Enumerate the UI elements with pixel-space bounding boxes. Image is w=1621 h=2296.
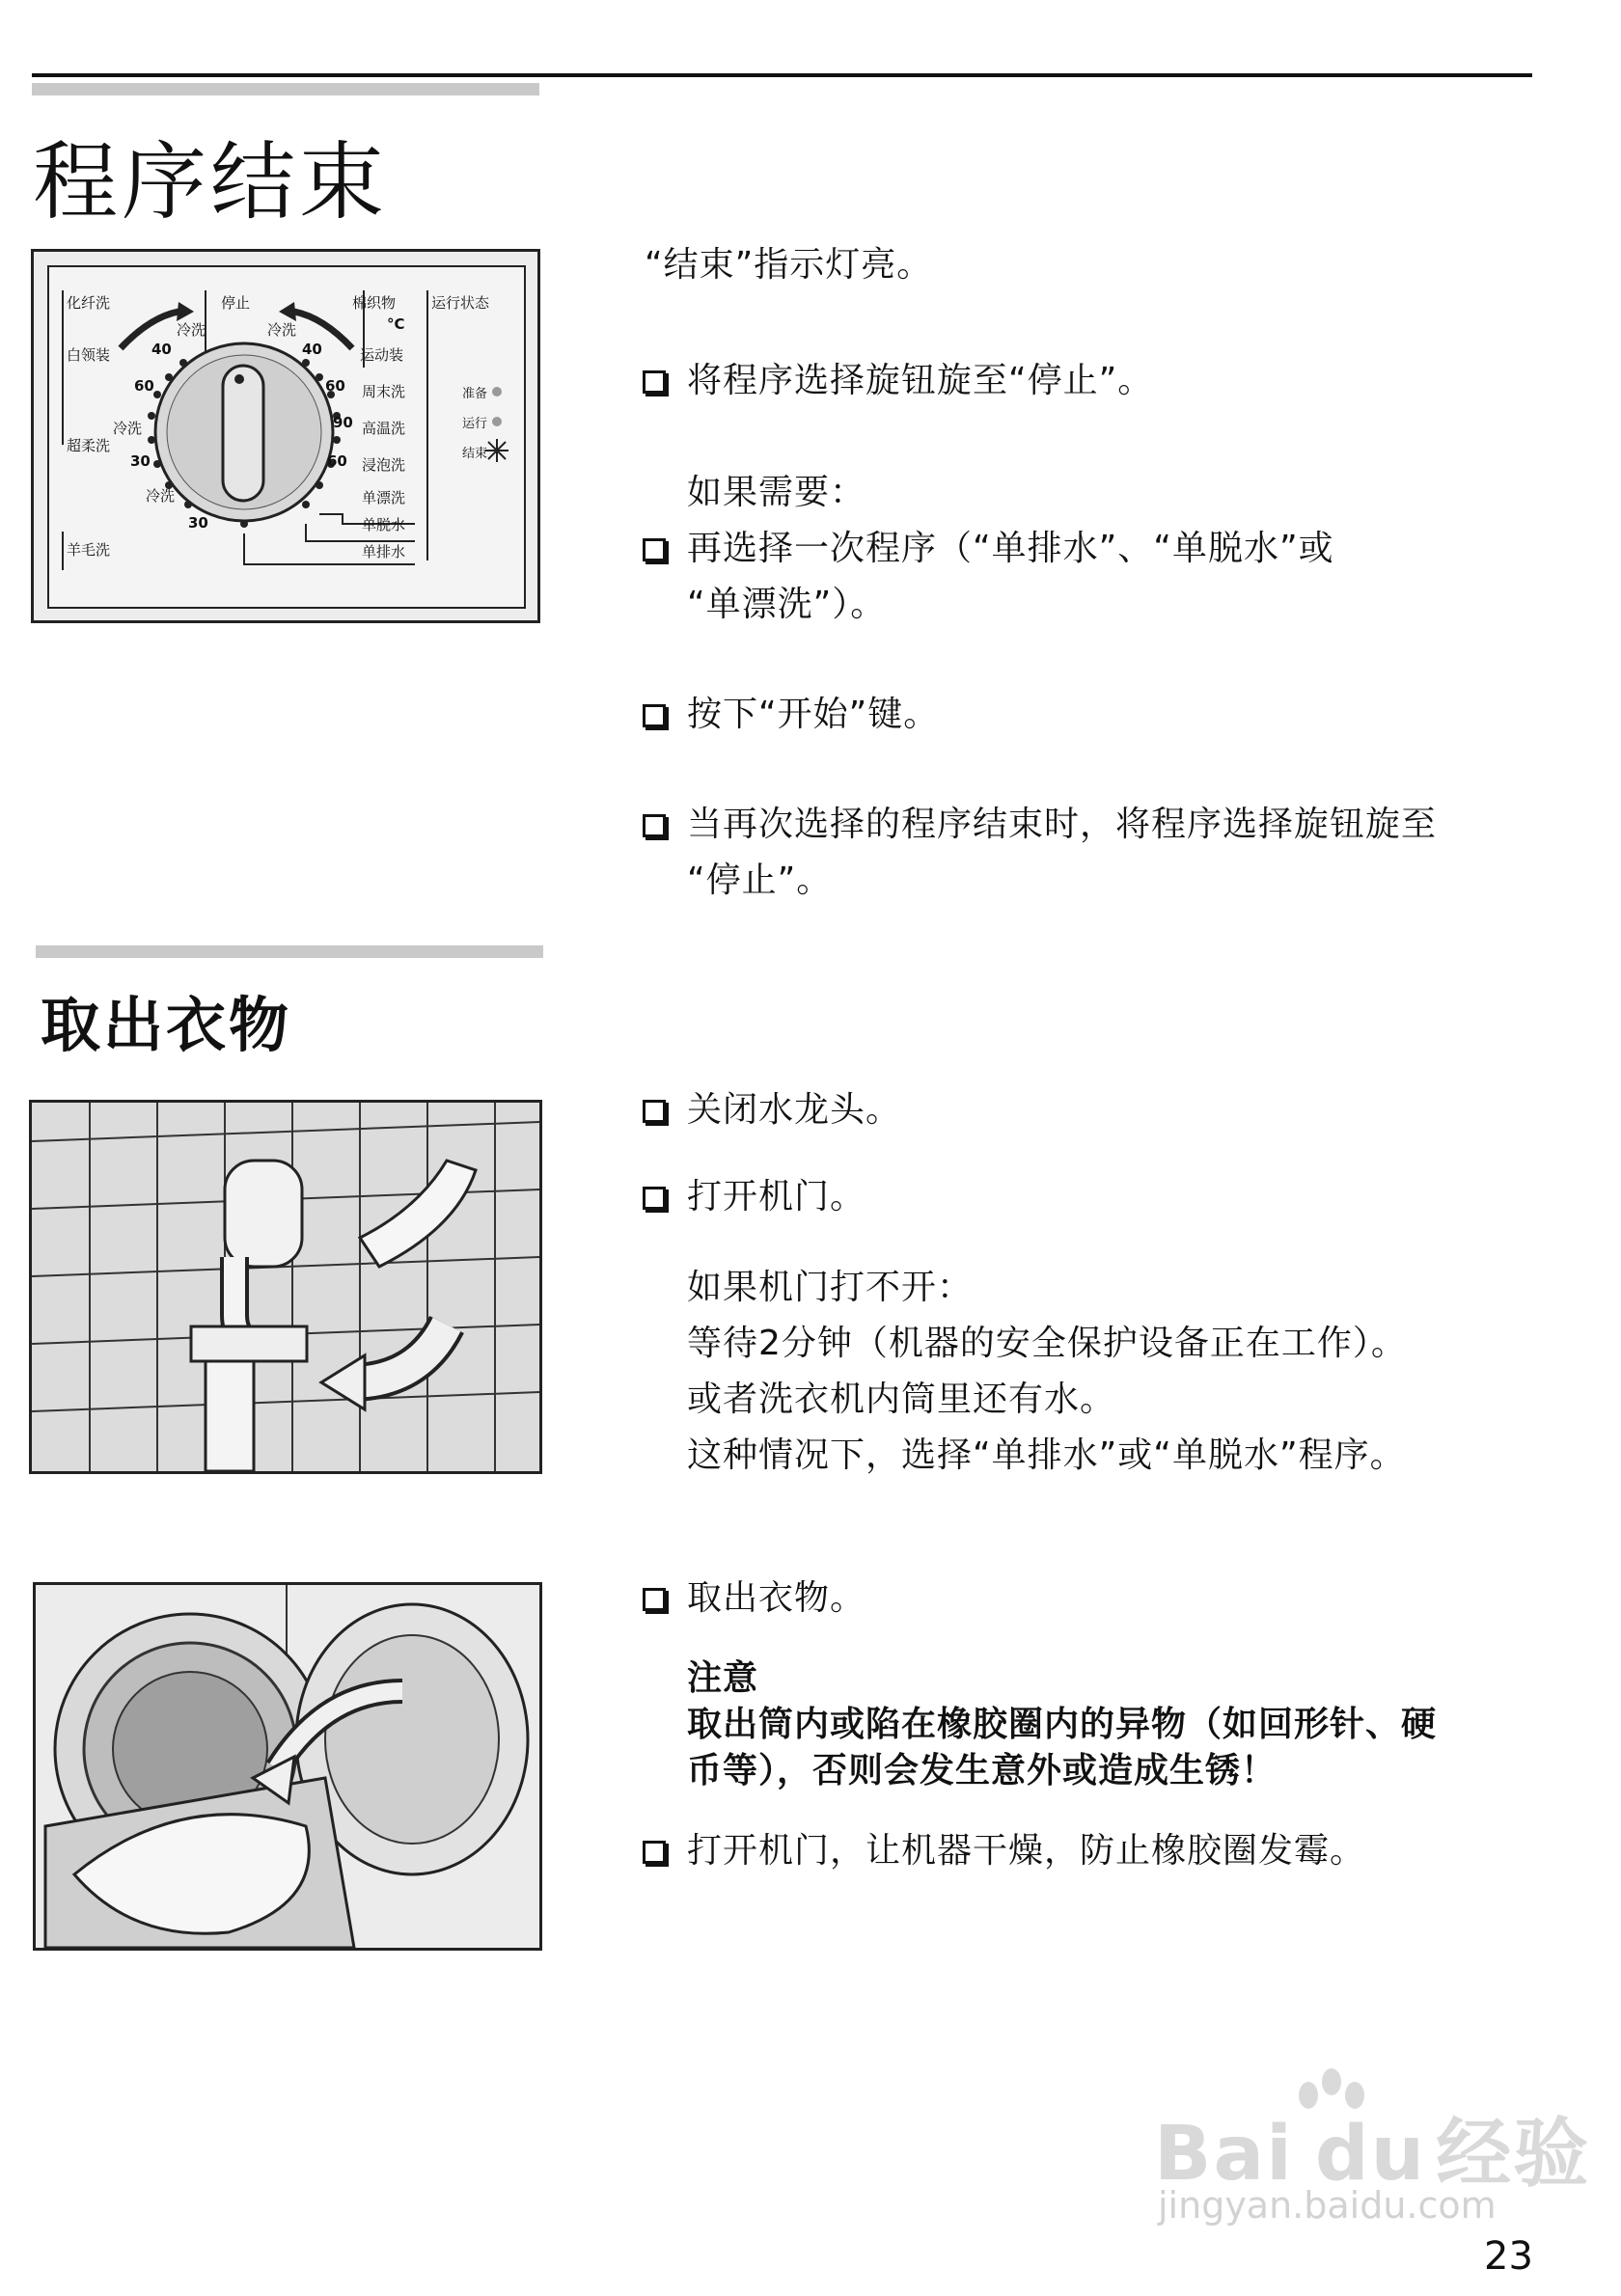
panel-temp: 60 [134,377,154,395]
control-panel-illustration [31,249,540,623]
list-item: 取出衣物。 [687,1571,865,1626]
list-item: 按下“开始”键。 [687,687,939,743]
section-bar [32,83,539,96]
status-ready: 准备 [462,387,488,401]
checkbox-icon [643,814,666,837]
list-item: 再选择一次程序（“单排水”、“单脱水”或 “单漂洗”）。 [687,521,1334,633]
baidu-watermark: Bai du 经验 [1154,2093,1590,2201]
panel-label-status: 运行状态 [431,294,490,312]
panel-temp: 30 [188,514,208,532]
panel-label-ultra-soft: 超柔洗 [67,437,111,454]
section-bar [36,945,543,958]
paw-icon [1289,2066,1376,2124]
panel-label-cotton: 棉织物 [352,294,397,312]
panel-temp: 60 [325,377,345,395]
panel-temp: 90 [333,414,353,431]
section-title-program-end: 程序结束 [33,132,389,232]
laundry-illustration [33,1582,542,1951]
end-indicator-text: “结束”指示灯亮。 [645,245,933,285]
washer-graphic [36,1585,539,1948]
section-title-remove-laundry: 取出衣物 [41,990,292,1060]
checkbox-icon [643,1841,666,1864]
door-note: 如果机门打不开： 等待2分钟（机器的安全保护设备正在工作）。 或者洗衣机内筒里还有水。 这种情况下，选择“单排水”或“单脱水”程序。 [687,1268,1407,1475]
if-needed-label: 如果需要： [687,473,866,512]
checkbox-icon [643,1187,666,1210]
list-item: 当再次选择的程序结束时，将程序选择旋钮旋至 “停止”。 [687,797,1437,909]
panel-label-spin: 单脱水 [362,516,406,533]
status-running: 运行 [462,417,488,431]
faucet-graphic [32,1103,539,1471]
checkbox-icon [643,538,666,561]
caution-note: 注意 取出筒内或陷在橡胶圈内的异物（如回形针、硬 币等），否则会发生意外或造成生锈！ [687,1658,1438,1790]
panel-temp: 40 [302,341,322,358]
panel-temp: 冷洗 [146,487,176,505]
tap-illustration [29,1100,542,1474]
panel-label-sportswear: 运动装 [360,346,404,364]
list-item: 关闭水龙头。 [687,1082,901,1138]
panel-label-drain: 单排水 [362,543,406,560]
panel-label-stop: 停止 [221,294,251,312]
list-item: 将程序选择旋钮旋至“停止”。 [687,353,1153,409]
panel-unit: °C [387,315,405,333]
panel-temp: 冷洗 [113,420,143,437]
panel-label-white-collar: 白领装 [67,346,111,364]
panel-label-wool: 羊毛洗 [67,541,111,559]
watermark-url: jingyan.baidu.com [1158,2184,1497,2227]
panel-label-rinse: 单漂洗 [362,489,406,506]
status-end: 结束 [462,447,488,461]
list-item: 打开机门。 [687,1169,865,1225]
checkbox-icon [643,1588,666,1611]
panel-label-hot-wash: 高温洗 [362,420,406,437]
panel-temp: 冷洗 [177,321,206,339]
panel-label-synthetics: 化纤洗 [67,294,111,312]
page-number: 23 [1484,2234,1533,2279]
list-item: 打开机门，让机器干燥，防止橡胶圈发霉。 [687,1823,1365,1879]
checkbox-icon [643,1100,666,1123]
panel-temp: 30 [130,452,151,470]
panel-label-weekend: 周末洗 [362,383,406,400]
checkbox-icon [643,370,666,394]
checkbox-icon [643,704,666,727]
top-rule [32,73,1532,77]
panel-label-soak: 浸泡洗 [362,456,406,474]
panel-temp: 60 [327,452,347,470]
panel-temp: 40 [151,341,172,358]
panel-temp: 冷洗 [267,321,297,339]
